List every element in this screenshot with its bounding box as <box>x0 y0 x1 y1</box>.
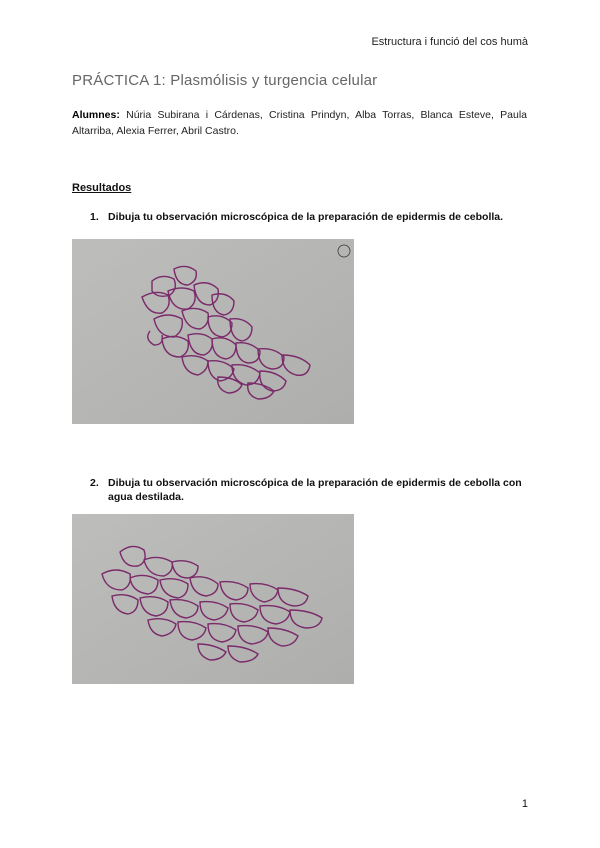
cell-drawing-1 <box>72 239 354 424</box>
question-text: Dibuja tu observación microscópica de la preparación de epidermis de cebolla con agua destilada. <box>108 477 522 503</box>
authors-names: Núria Subirana i Cárdenas, Cristina Prindyn, Alba Torras, Blanca Esteve, Paula Altarriba, Alexia Ferrer, Abril Castro. <box>72 109 527 137</box>
question-2 <box>90 476 530 504</box>
section-title: Resultados <box>72 182 132 194</box>
page-title: PRÁCTICA 1: Plasmólisis y turgencia celular <box>72 72 378 89</box>
question-1 <box>90 210 530 224</box>
authors-label: Alumnes: <box>72 109 120 121</box>
question-number: 2. <box>90 477 99 489</box>
onion-epidermis-drawing-photo <box>72 239 354 424</box>
page-number: 1 <box>521 798 528 810</box>
document-header: Estructura i funció del cos humà <box>371 36 528 48</box>
authors-block <box>72 108 527 139</box>
question-number: 1. <box>90 211 99 223</box>
question-text: Dibuja tu observación microscópica de la preparación de epidermis de cebolla. <box>108 211 504 223</box>
onion-epidermis-water-drawing-photo <box>72 514 354 684</box>
cell-drawing-2 <box>72 514 354 684</box>
